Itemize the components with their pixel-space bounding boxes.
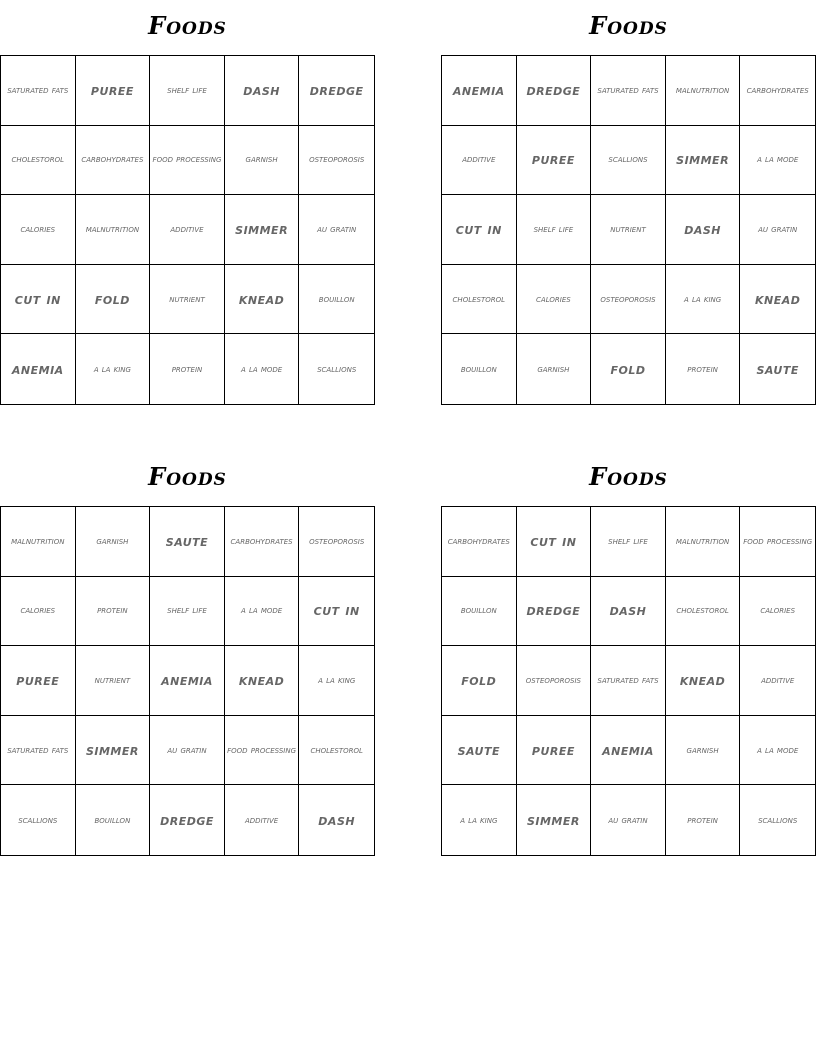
card-title: Foods bbox=[589, 462, 668, 491]
bingo-cell: puree bbox=[76, 56, 151, 126]
bingo-cell: simmer bbox=[517, 785, 592, 855]
bingo-cell: scallions bbox=[317, 363, 357, 375]
bingo-cell: knead bbox=[225, 265, 300, 335]
bingo-cell: anemia bbox=[150, 646, 225, 716]
bingo-cell: protein bbox=[150, 334, 225, 404]
bingo-cell: bouillon bbox=[299, 265, 374, 335]
bingo-cell: garnish bbox=[76, 507, 151, 577]
bingo-cell: puree bbox=[1, 646, 76, 716]
bingo-cell: malnutrition bbox=[666, 507, 741, 577]
bingo-cell: nutrient bbox=[591, 195, 666, 265]
bingo-cell: au gratin bbox=[299, 195, 374, 265]
bingo-cell: additive bbox=[442, 126, 517, 196]
bingo-cell: cut in bbox=[517, 507, 592, 577]
bingo-cell: a la king bbox=[299, 646, 374, 716]
bingo-grid bbox=[441, 506, 816, 856]
bingo-cell: a la mode bbox=[740, 126, 815, 196]
bingo-cell: nutrient bbox=[76, 646, 151, 716]
bingo-cell: cholestorol bbox=[299, 716, 374, 786]
bingo-cell: dash bbox=[318, 810, 356, 829]
bingo-cell: osteoporosis bbox=[299, 126, 374, 196]
bingo-cell: dredge bbox=[299, 56, 374, 126]
bingo-cell: calories bbox=[517, 265, 592, 335]
bingo-cell: knead bbox=[666, 646, 741, 716]
bingo-cell: malnutrition bbox=[666, 56, 741, 126]
bingo-cell: anemia bbox=[1, 334, 76, 404]
bingo-cell: au gratin bbox=[591, 785, 666, 855]
bingo-cell: a la mode bbox=[225, 577, 300, 647]
bingo-cell: carbohydrates bbox=[225, 507, 300, 577]
bingo-cell: bouillon bbox=[442, 334, 517, 404]
card-title: Foods bbox=[148, 11, 227, 40]
bingo-cell: fold bbox=[591, 334, 666, 404]
bingo-cell: a la king bbox=[666, 265, 741, 335]
bingo-cell: protein bbox=[76, 577, 151, 647]
bingo-cell: knead bbox=[225, 646, 300, 716]
bingo-cell: cut in bbox=[442, 195, 517, 265]
bingo-cell: carbohydrates bbox=[76, 126, 151, 196]
bingo-cell: a la mode bbox=[225, 334, 300, 404]
bingo-cell: nutrient bbox=[150, 265, 225, 335]
bingo-cell: puree bbox=[517, 716, 592, 786]
card-title: Foods bbox=[589, 11, 668, 40]
bingo-cell: puree bbox=[517, 126, 592, 196]
bingo-cell: garnish bbox=[666, 716, 741, 786]
bingo-cell: fold bbox=[442, 646, 517, 716]
bingo-cell: knead bbox=[740, 265, 815, 335]
bingo-cell: garnish bbox=[517, 334, 592, 404]
bingo-cell: dredge bbox=[517, 56, 592, 126]
bingo-cell: shelf life bbox=[150, 577, 225, 647]
bingo-cell: malnutrition bbox=[76, 195, 151, 265]
bingo-cell: simmer bbox=[666, 126, 741, 196]
bingo-cell: au gratin bbox=[740, 195, 815, 265]
bingo-cell: saturated fats bbox=[591, 56, 666, 126]
bingo-grid bbox=[0, 55, 375, 405]
bingo-cell: bouillon bbox=[442, 577, 517, 647]
bingo-cell: cholestorol bbox=[666, 577, 741, 647]
bingo-cell: additive bbox=[150, 195, 225, 265]
bingo-cell: saute bbox=[756, 359, 799, 378]
bingo-cell: dredge bbox=[517, 577, 592, 647]
bingo-cell: dredge bbox=[150, 785, 225, 855]
bingo-cell: saturated fats bbox=[591, 646, 666, 716]
bingo-cell: shelf life bbox=[517, 195, 592, 265]
bingo-cell: shelf life bbox=[591, 507, 666, 577]
bingo-cell: dash bbox=[666, 195, 741, 265]
bingo-cell: calories bbox=[1, 195, 76, 265]
card-title: Foods bbox=[148, 462, 227, 491]
bingo-cell: a la king bbox=[442, 785, 517, 855]
bingo-cell: osteoporosis bbox=[517, 646, 592, 716]
bingo-cell: bouillon bbox=[76, 785, 151, 855]
bingo-cell: simmer bbox=[76, 716, 151, 786]
bingo-cell: dash bbox=[225, 56, 300, 126]
bingo-cell: carbohydrates bbox=[740, 56, 815, 126]
bingo-cell: scallions bbox=[1, 785, 76, 855]
bingo-cell: dash bbox=[591, 577, 666, 647]
bingo-cell: saute bbox=[150, 507, 225, 577]
bingo-cell: scallions bbox=[758, 814, 798, 826]
bingo-cell: anemia bbox=[591, 716, 666, 786]
bingo-cell: osteoporosis bbox=[299, 507, 374, 577]
bingo-cell: food processing bbox=[225, 716, 300, 786]
bingo-cell: simmer bbox=[225, 195, 300, 265]
bingo-cell: cholestorol bbox=[1, 126, 76, 196]
bingo-cell: additive bbox=[740, 646, 815, 716]
bingo-cell: calories bbox=[1, 577, 76, 647]
bingo-cell: a la mode bbox=[740, 716, 815, 786]
bingo-grid bbox=[441, 55, 816, 405]
bingo-grid bbox=[0, 506, 375, 856]
bingo-cell: food processing bbox=[740, 507, 815, 577]
bingo-cell: cut in bbox=[299, 577, 374, 647]
bingo-cell: anemia bbox=[442, 56, 517, 126]
bingo-cell: shelf life bbox=[150, 56, 225, 126]
bingo-cell: a la king bbox=[76, 334, 151, 404]
bingo-cell: carbohydrates bbox=[442, 507, 517, 577]
bingo-cell: malnutrition bbox=[1, 507, 76, 577]
bingo-cell: protein bbox=[666, 785, 741, 855]
bingo-cell: cholestorol bbox=[442, 265, 517, 335]
bingo-cell: calories bbox=[740, 577, 815, 647]
bingo-cell: cut in bbox=[1, 265, 76, 335]
bingo-cell: garnish bbox=[225, 126, 300, 196]
bingo-cell: saturated fats bbox=[1, 716, 76, 786]
bingo-cell: protein bbox=[666, 334, 741, 404]
bingo-cell: fold bbox=[76, 265, 151, 335]
bingo-cell: au gratin bbox=[150, 716, 225, 786]
bingo-cell: scallions bbox=[591, 126, 666, 196]
bingo-cell: food processing bbox=[150, 126, 225, 196]
bingo-cell: saturated fats bbox=[1, 56, 76, 126]
bingo-cell: osteoporosis bbox=[591, 265, 666, 335]
bingo-cell: saute bbox=[442, 716, 517, 786]
bingo-cell: additive bbox=[225, 785, 300, 855]
